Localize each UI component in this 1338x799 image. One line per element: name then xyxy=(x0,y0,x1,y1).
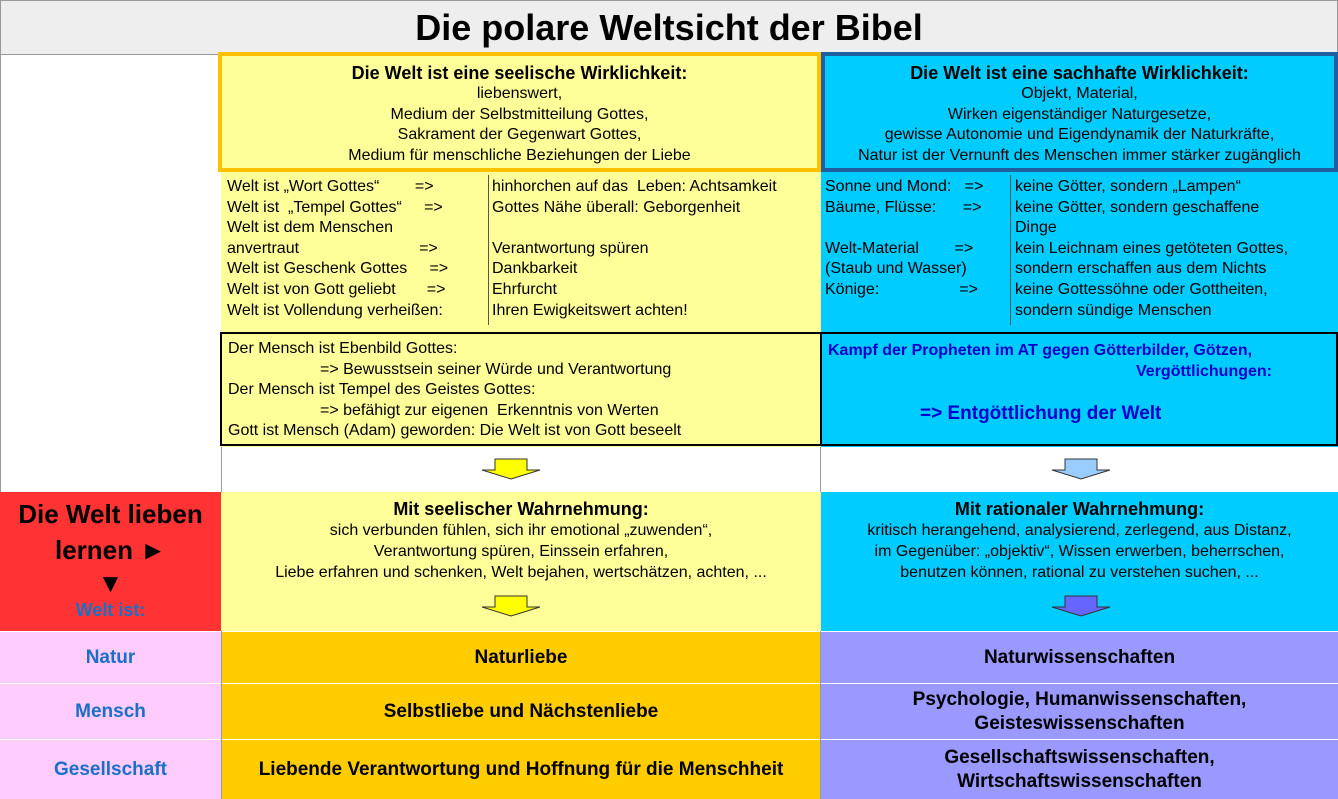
left-header-line: Medium für menschliche Beziehungen der Liebe xyxy=(348,146,691,164)
left-border xyxy=(0,55,1,492)
row-left-text: Selbstliebe und Nächstenliebe xyxy=(383,700,659,722)
right-perception-line: im Gegenüber: „objektiv“, Wissen erwerben, beherrschen, xyxy=(874,543,1285,560)
row-label-gesellschaft: Gesellschaft xyxy=(0,739,221,799)
prophet-box xyxy=(820,332,1338,446)
divider xyxy=(820,447,821,492)
red-box-line: lernen ► xyxy=(55,535,166,565)
list-item: Könige: => xyxy=(825,280,978,298)
left-header-box xyxy=(218,52,821,172)
left-header-line: Sakrament der Gegenwart Gottes, xyxy=(397,126,642,143)
arrow-strip xyxy=(221,447,1338,492)
row-left-text: Liebende Verantwortung und Hoffnung für die Menschheit xyxy=(258,758,784,780)
row-right-text: Psychologie, Humanwissenschaften, xyxy=(912,688,1247,710)
list-item: Ehrfurcht xyxy=(492,280,557,298)
red-box xyxy=(0,492,221,631)
list-item: anvertraut => xyxy=(227,239,438,257)
right-header-heading: Die Welt ist eine sachhafte Wirklichkeit: xyxy=(910,63,1249,83)
triangle-down-icon: ▼ xyxy=(97,568,124,598)
row-right-natur xyxy=(821,631,1338,683)
left-perception-line: Verantwortung spüren, Einssein erfahren, xyxy=(373,543,669,560)
list-item xyxy=(825,218,1005,239)
list-item: keine Götter, sondern „Lampen“ xyxy=(1015,178,1241,195)
mensch-box xyxy=(220,332,822,446)
left-header-heading: Die Welt ist eine seelische Wirklichkeit: xyxy=(351,63,688,83)
left-header-line: liebenswert, xyxy=(476,85,563,102)
list-item: sondern sündige Menschen xyxy=(1015,301,1212,319)
mensch-line: Gott ist Mensch (Adam) geworden: Die Welt ist von Gott beseelt xyxy=(228,422,682,440)
page-title: Die polare Weltsicht der Bibel xyxy=(0,0,1338,55)
row-right-mensch xyxy=(821,683,1338,739)
list-item: sondern erschaffen aus dem Nichts xyxy=(1015,260,1267,278)
down-arrow-icon xyxy=(1051,595,1111,617)
row-right-text: Geisteswissenschaften xyxy=(974,712,1185,734)
left-perception-heading: Mit seelischer Wahrnehmung: xyxy=(393,499,649,519)
divider xyxy=(221,447,222,492)
prophet-line: Vergöttlichungen: xyxy=(1136,363,1272,380)
row-left-gesellschaft xyxy=(221,739,821,799)
left-perception-line: sich verbunden fühlen, sich ihr emotional „zuwenden“, xyxy=(329,522,713,539)
row-left-mensch xyxy=(221,683,821,739)
list-item: Welt ist Vollendung verheißen: xyxy=(227,301,443,319)
list-item: kein Leichnam eines getöteten Gottes, xyxy=(1015,239,1289,257)
list-item: Bäume, Flüsse: => xyxy=(825,198,982,216)
list-item: Verantwortung spüren xyxy=(492,239,649,257)
divider xyxy=(820,631,821,799)
entgoettlichung-text: => Entgöttlichung der Welt xyxy=(920,403,1162,424)
right-header-box xyxy=(821,52,1338,172)
mensch-line: Der Mensch ist Tempel des Geistes Gottes: xyxy=(228,381,536,399)
list-item: Welt ist Geschenk Gottes => xyxy=(227,260,449,278)
row-right-gesellschaft xyxy=(821,739,1338,799)
mensch-line: => befähigt zur eigenen Erkenntnis von Werten xyxy=(320,401,659,419)
list-item: Dankbarkeit xyxy=(492,260,578,278)
row-label-natur: Natur xyxy=(0,631,221,683)
down-arrow-icon xyxy=(481,595,541,617)
row-label-mensch: Mensch xyxy=(0,683,221,739)
row-right-text: Naturwissenschaften xyxy=(983,646,1176,668)
left-perception-line: Liebe erfahren und schenken, Welt bejahen, wertschätzen, achten, ... xyxy=(275,564,767,581)
prophet-line: Kampf der Propheten im AT gegen Götterbilder, Götzen, xyxy=(828,342,1253,359)
row-right-text: Wirtschaftswissenschaften xyxy=(957,770,1202,792)
right-perception-heading: Mit rationaler Wahrnehmung: xyxy=(954,499,1205,519)
down-arrow-icon xyxy=(1051,458,1111,480)
down-arrow-icon xyxy=(481,458,541,480)
list-item: Welt ist dem Menschen xyxy=(227,219,393,237)
row-left-text: Naturliebe xyxy=(474,646,568,668)
red-box-line: Die Welt lieben xyxy=(18,499,203,529)
right-perception-line: kritisch herangehend, analysierend, zerlegend, aus Distanz, xyxy=(867,522,1292,539)
welt-ist-label: Welt ist: xyxy=(75,600,146,620)
left-list-col1 xyxy=(221,175,489,325)
row-right-text: Gesellschaftswissenschaften, xyxy=(944,746,1215,768)
right-list-col1 xyxy=(819,175,1011,325)
right-header-line: Natur ist der Vernunft des Menschen immer stärker zugänglich xyxy=(858,146,1301,164)
list-item: Welt-Material => xyxy=(825,239,974,257)
divider xyxy=(221,631,222,799)
left-header-line: Medium der Selbstmitteilung Gottes, xyxy=(390,105,649,123)
list-item: Sonne und Mond: => xyxy=(825,178,984,195)
list-item: Gottes Nähe überall: Geborgenheit xyxy=(492,198,741,216)
mensch-line: => Bewusstsein seiner Würde und Verantwortung xyxy=(320,360,672,378)
right-list-col2 xyxy=(1009,175,1338,325)
left-list-col2 xyxy=(486,175,820,325)
list-item: Welt ist von Gott geliebt => xyxy=(227,280,446,298)
list-item: Ihren Ewigkeitswert achten! xyxy=(492,301,688,319)
list-item: Welt ist „Wort Gottes“ => xyxy=(227,178,434,195)
list-item xyxy=(492,218,814,239)
right-perception-line: benutzen können, rational zu verstehen suchen, ... xyxy=(900,564,1259,581)
right-header-line: Objekt, Material, xyxy=(1021,85,1138,102)
list-item: Welt ist „Tempel Gottes“ => xyxy=(227,198,443,216)
list-item: Dinge xyxy=(1015,219,1057,237)
right-header-line: Wirken eigenständiger Naturgesetze, xyxy=(947,105,1212,123)
list-item: (Staub und Wasser) xyxy=(825,260,967,278)
list-item: hinhorchen auf das Leben: Achtsamkeit xyxy=(492,178,777,195)
list-item: keine Götter, sondern geschaffene xyxy=(1015,198,1260,216)
list-item: keine Gottessöhne oder Gottheiten, xyxy=(1015,280,1268,298)
mensch-line: Der Mensch ist Ebenbild Gottes: xyxy=(228,340,458,357)
right-header-line: gewisse Autonomie und Eigendynamik der Naturkräfte, xyxy=(884,126,1275,143)
row-left-natur xyxy=(221,631,821,683)
